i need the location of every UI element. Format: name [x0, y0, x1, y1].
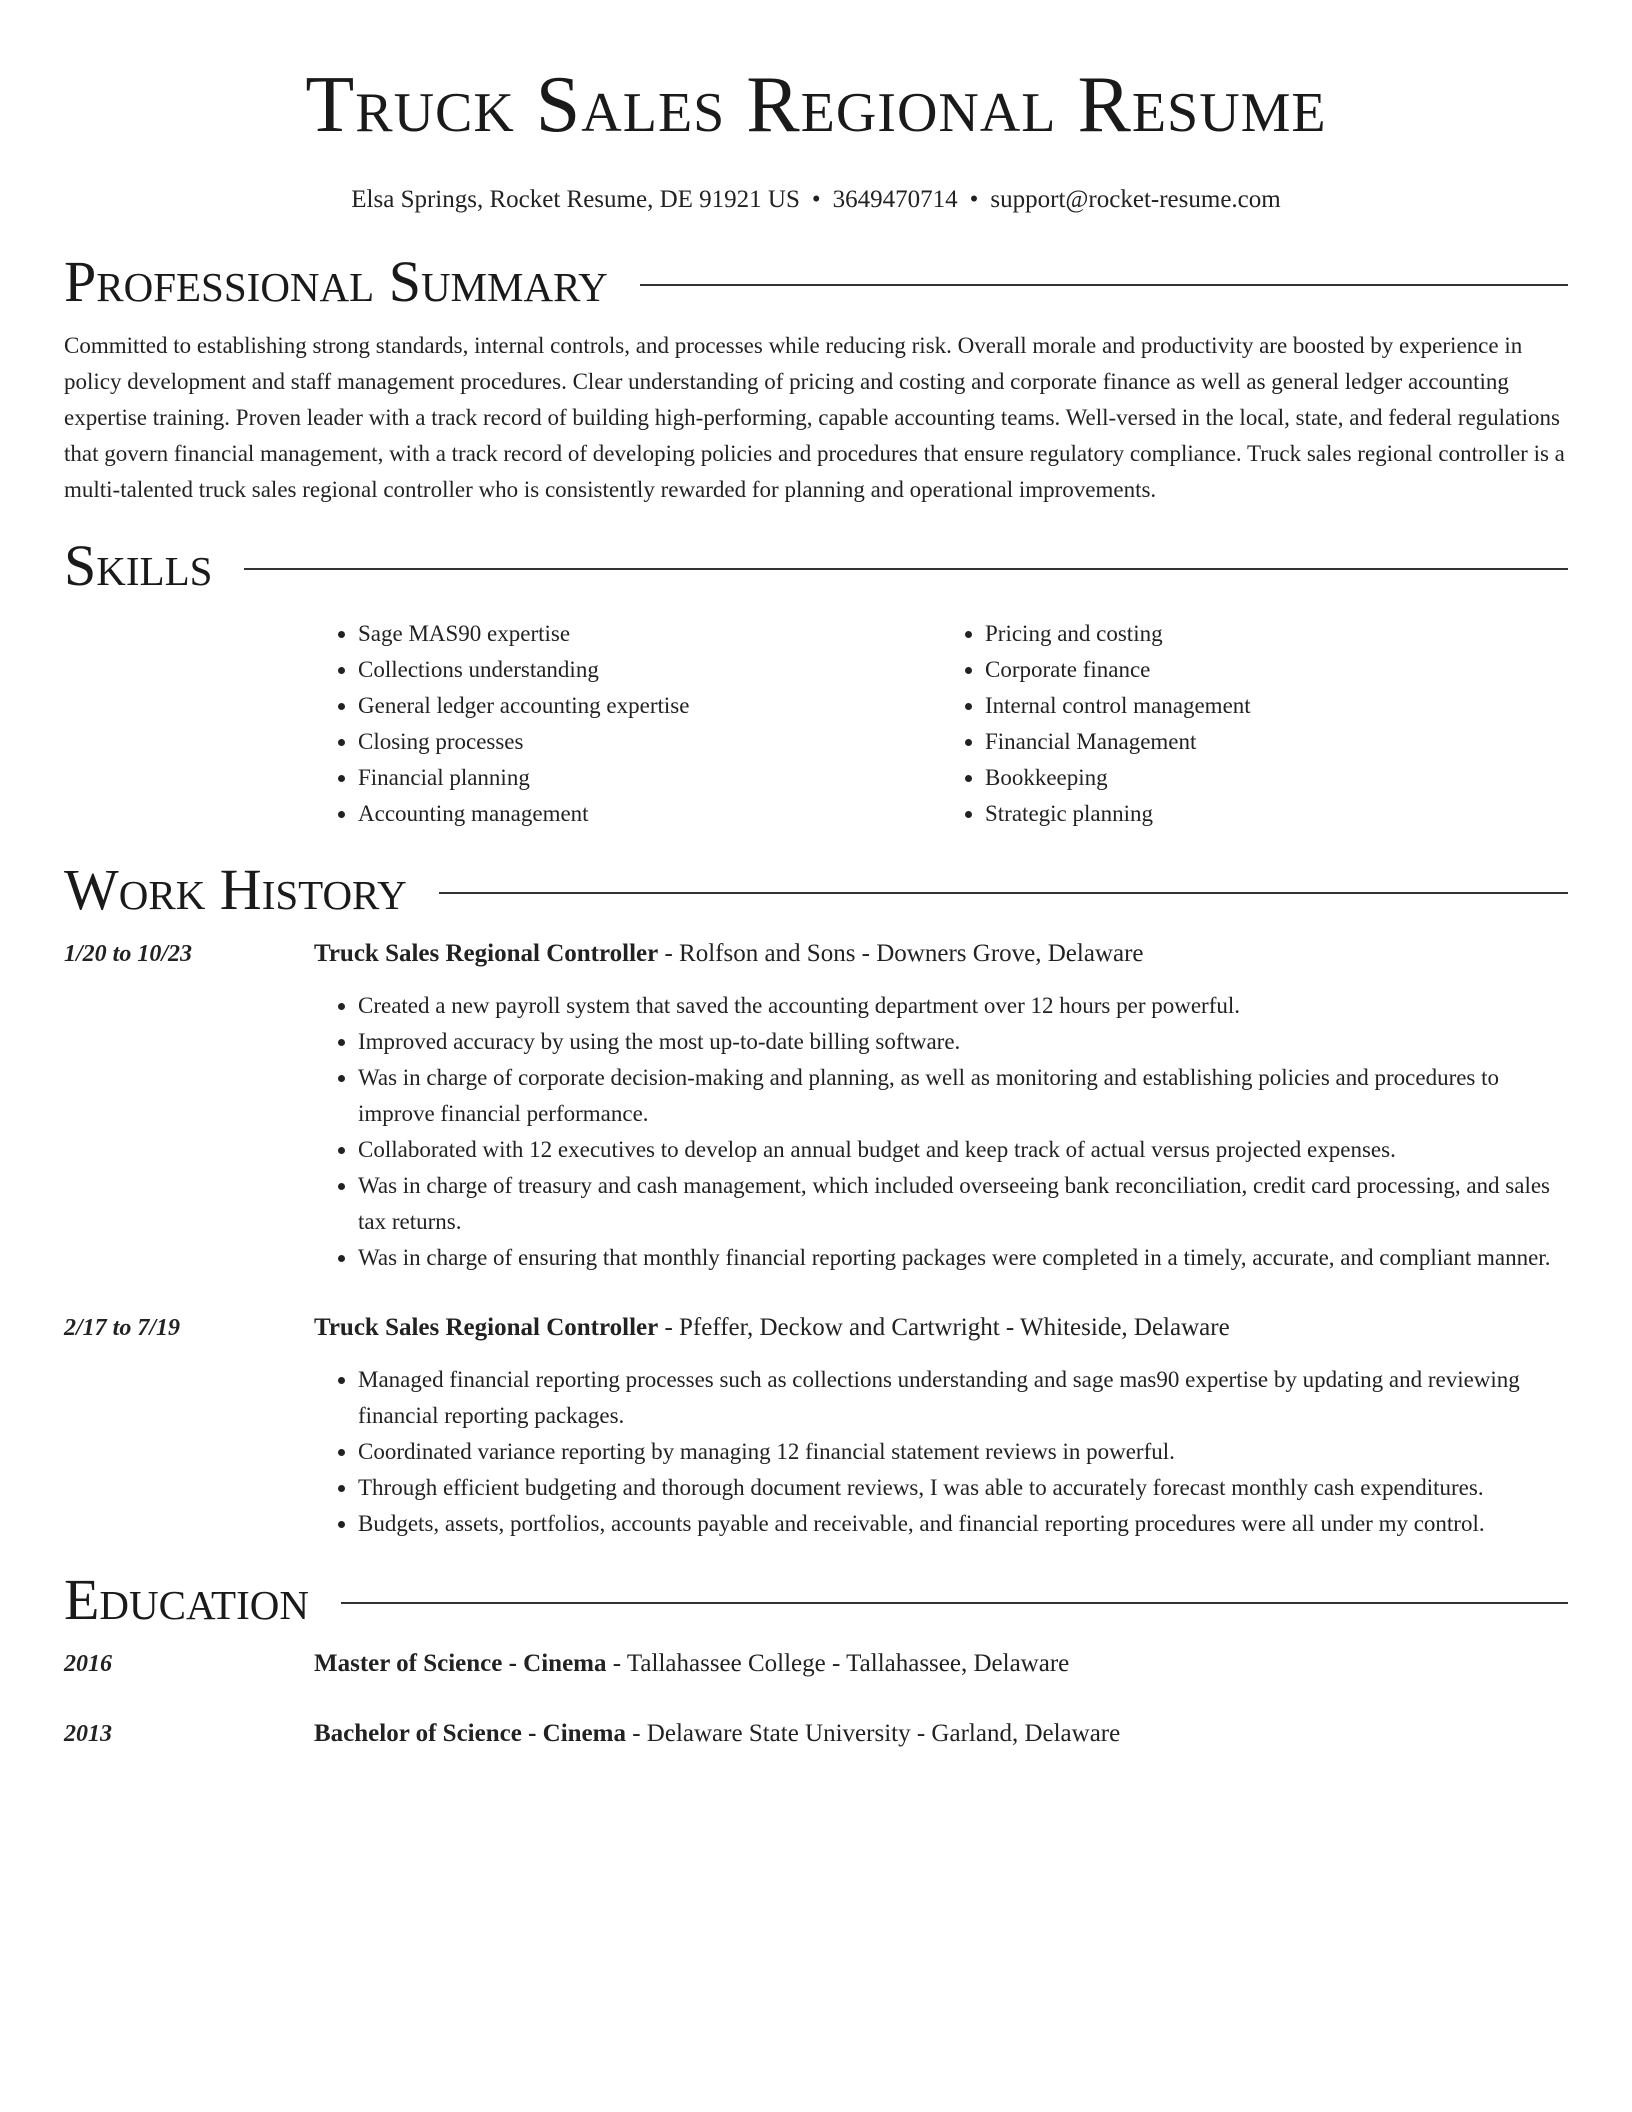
skill-item: • General ledger accounting expertise [358, 688, 941, 724]
job-bullets [314, 988, 1568, 1276]
education-section-header [64, 1568, 1568, 1632]
education-section-title: Education [64, 1567, 309, 1632]
skill-item: • Accounting management [358, 796, 941, 832]
education-entry [64, 1646, 1568, 1682]
education-degree: Bachelor of Science - Cinema [314, 1720, 626, 1747]
job-title: Truck Sales Regional Controller [314, 940, 659, 967]
contact-line [64, 184, 1568, 216]
job-bullet: • Was in charge of ensuring that monthly financial reporting packages were completed in a timely, accurate, and compliant manner. [358, 1240, 1568, 1276]
job-bullet: • Improved accuracy by using the most up-to-date billing software. [358, 1024, 1568, 1060]
section-divider [244, 568, 1568, 570]
job-heading [314, 1310, 1230, 1346]
job-dates: 1/20 to 10/23 [64, 941, 193, 967]
job-bullet: • Coordinated variance reporting by managing 12 financial statement reviews in powerful. [358, 1434, 1568, 1470]
skill-item: • Corporate finance [985, 652, 1568, 688]
job-header [64, 1310, 1568, 1346]
job-bullet: • Managed financial reporting processes such as collections understanding and sage mas90 expertise by updating and reviewing financial reporting packages. [358, 1362, 1568, 1434]
contact-separator: • [969, 186, 979, 213]
skill-item: • Financial planning [358, 760, 941, 796]
skill-item: • Internal control management [985, 688, 1568, 724]
resume-title: Truck Sales Regional Resume [305, 61, 1327, 149]
contact-phone: 3649470714 [832, 186, 958, 213]
skills-column-right [941, 616, 1568, 832]
job-entry [64, 936, 1568, 1276]
education-degree: Master of Science - Cinema [314, 1650, 607, 1677]
skill-item: • Strategic planning [985, 796, 1568, 832]
education-year: 2016 [64, 1651, 112, 1677]
section-divider [640, 284, 1568, 286]
summary-section-title: Professional Summary [64, 249, 608, 314]
contact-address: Elsa Springs, Rocket Resume, DE 91921 US [351, 186, 800, 213]
job-bullets [314, 1362, 1568, 1542]
section-divider [439, 892, 1568, 894]
job-heading [314, 936, 1144, 972]
skills-section-header [64, 534, 1568, 598]
work-section-header [64, 858, 1568, 922]
section-divider [341, 1602, 1568, 1604]
job-details: - Rolfson and Sons - Downers Grove, Delaware [658, 940, 1144, 967]
job-dates: 2/17 to 7/19 [64, 1315, 181, 1341]
skills-column-left [314, 616, 941, 832]
skill-item: • Collections understanding [358, 652, 941, 688]
job-title: Truck Sales Regional Controller [314, 1314, 659, 1341]
work-section-title: Work History [64, 857, 407, 922]
job-bullet: • Was in charge of treasury and cash management, which included overseeing bank reconciliation, credit card processing, and sales tax returns. [358, 1168, 1568, 1240]
job-bullet: • Through efficient budgeting and thorough document reviews, I was able to accurately forecast monthly cash expenditures. [358, 1470, 1568, 1506]
job-bullet: • Collaborated with 12 executives to develop an annual budget and keep track of actual versus projected expenses. [358, 1132, 1568, 1168]
skills-list [314, 616, 1568, 832]
education-heading [314, 1646, 1069, 1682]
skill-item: • Bookkeeping [985, 760, 1568, 796]
job-bullet: • Budgets, assets, portfolios, accounts payable and receivable, and financial reporting procedures were all under my control. [358, 1506, 1568, 1542]
education-year: 2013 [64, 1721, 112, 1747]
job-bullet: • Created a new payroll system that saved the accounting department over 12 hours per powerful. [358, 988, 1568, 1024]
education-heading [314, 1716, 1120, 1752]
summary-section-header [64, 250, 1568, 314]
contact-email: support@rocket-resume.com [990, 186, 1281, 213]
education-details: - Delaware State University - Garland, Delaware [625, 1720, 1121, 1747]
skill-item: • Sage MAS90 expertise [358, 616, 941, 652]
job-details: - Pfeffer, Deckow and Cartwright - Whiteside, Delaware [658, 1314, 1230, 1341]
skill-item: • Financial Management [985, 724, 1568, 760]
education-entry [64, 1716, 1568, 1752]
skill-item: • Pricing and costing [985, 616, 1568, 652]
skills-section-title: Skills [64, 533, 213, 598]
summary-text: Committed to establishing strong standards, internal controls, and processes while reducing risk. Overall morale and productivity are boosted by experience in policy development and staff management procedures. Clear understanding of pricing and costing and corporate finance as well as general ledger accounting expertise training. Proven leader with a track record of building high-performing, capable accounting teams. Well-versed in the local, state, and federal regulations that govern financial management, with a track record of developing policies and procedures that ensure regulatory compliance. Truck sales regional controller is a multi-talented truck sales regional controller who is consistently rewarded for planning and operational improvements. [64, 333, 1565, 502]
job-bullet: • Was in charge of corporate decision-making and planning, as well as monitoring and establishing policies and procedures to improve financial performance. [358, 1060, 1568, 1132]
education-details: - Tallahassee College - Tallahassee, Delaware [606, 1650, 1070, 1677]
skill-item: • Closing processes [358, 724, 941, 760]
job-entry [64, 1310, 1568, 1542]
job-header [64, 936, 1568, 972]
contact-separator: • [811, 186, 821, 213]
